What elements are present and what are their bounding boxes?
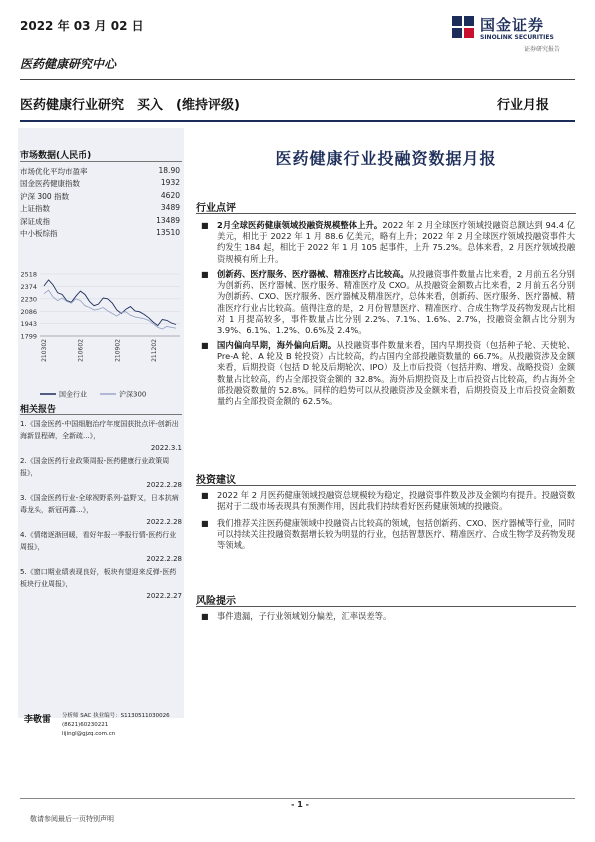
related-report-item[interactable] [20, 455, 182, 491]
industry-rating: 医药健康行业研究 买入 (维持评级) [20, 98, 240, 113]
chart-legend-graphic [40, 388, 180, 400]
market-data-label: 市场优化平均市盈率 [20, 167, 88, 176]
section-title-risk: 风险提示 [196, 596, 236, 607]
market-data-row [20, 166, 182, 178]
chart-y-tick-label: 1943 [20, 320, 37, 329]
market-data-label: 上证指数 [20, 204, 50, 214]
related-report-item[interactable] [20, 492, 182, 528]
brand-subtitle: 证券研究报告 [524, 46, 561, 53]
bullet-body: 2022 年 2 月全球医疗领域投融资总额达到 94.4 亿美元，相比于 2022 年 1 月 88.6 亿美元，略有上升；2022 年 2 月全球医疗领域投融资事件大约发生 184 起，相比于 2022 年 1 月 105 起事件，上升 75.2%。总体来看，2 月医疗领域投融资规模有所上升。 [217, 220, 576, 264]
bullet-text [217, 490, 575, 512]
brand-name-cn: 国金证券 [480, 16, 545, 34]
author-name: 李敬雷 [24, 715, 52, 725]
bullet-item [201, 611, 575, 622]
sinolink-logo-icon [452, 16, 476, 38]
chart-legend [40, 388, 180, 400]
bullet-item [201, 490, 575, 512]
header-divider-thick [20, 120, 575, 122]
related-report-item[interactable] [20, 418, 182, 454]
related-reports-title: 相关报告 [20, 405, 57, 415]
related-report-item[interactable] [20, 566, 182, 602]
author-sac: 分析师 SAC 执业编号：S1130511030026 [62, 713, 170, 719]
chart-x-tick-label: 211202 [151, 339, 158, 362]
market-data-value: 1932 [160, 178, 180, 188]
related-report-date: 2022.2.28 [146, 518, 182, 526]
author-info [62, 712, 170, 739]
author-email[interactable]: lijingl@gjzq.com.cn [62, 731, 116, 737]
chart-y-tick-label: 2518 [20, 270, 37, 279]
page-number: - 1 - [291, 800, 309, 809]
chart-x-tick-label: 210602 [77, 339, 85, 362]
bullet-body: 从投融资事件数量占比来看，2 月前五名分别为创新药、医疗器械、医疗服务、精准医疗及 CXO。从投融资金额数占比来看，2 月前五名分别为创新药、CXO、医疗服务、医疗器械及精准医疗，总体来看，创新药、医疗服务、医疗器械、精准医疗行业占比较高。值得注意的是，2 月份智慧医疗、精准医疗、合成生物学及药物发现占比相对 1 月提高较多，事件数量占比分别 2.2%、7.1%、1.6%、2.7%，投融资金额占比分别为 3.9%、6.1%、1.2%、0.6%及 2.4%。 [217, 269, 575, 336]
bullet-lead: 2月全球医药健康领域投融资规模整体上升。 [217, 220, 383, 230]
legend-label: 国金行业 [59, 390, 87, 399]
market-data-row [20, 228, 182, 240]
bullet-square-icon: ■ [201, 221, 209, 230]
related-report-item[interactable] [20, 529, 182, 565]
chart-x-tick-label: 210302 [41, 339, 48, 362]
related-reports-divider [20, 414, 182, 415]
chart-y-tick-label: 1799 [20, 332, 37, 341]
market-data-value: 13489 [156, 215, 180, 225]
market-data-label: 中小板综指 [20, 229, 58, 238]
bullet-text [217, 220, 575, 265]
chart-x-tick-label: 210902 [114, 339, 122, 362]
report-type: 行业月报 [497, 98, 550, 113]
section-divider [196, 213, 576, 214]
bullet-body: 我们推荐关注医药健康领域中投融资占比较高的领域，包括创新药、CXO、医疗器械等行业，同时可以持续关注投融资数据增长较为明显的行业，包括智慧医疗、精准医疗、合成生物学及药物发现等领域。 [217, 518, 575, 551]
bullet-body: 2022 年 2 月医药健康领域投融资总规模较为稳定，投融资事件数及涉及金额均有提升。投融资数据对于二级市场表现具有预测作用，因此我们持续看好医药健康领域的投融资。 [217, 490, 575, 512]
chart-y-tick-label: 2230 [20, 295, 37, 304]
related-report-text: 5.《窗口期业绩表现良好，板块有望迎来反弹-医药板块行业周报》， [20, 568, 177, 588]
market-data-value: 18.90 [158, 166, 180, 175]
bullet-text [217, 518, 575, 552]
bullet-text [217, 340, 575, 407]
report-date: 2022 年 03 月 02 日 [20, 19, 144, 33]
chart-series-line-1 [44, 280, 176, 326]
legend-label: 沪深300 [119, 390, 147, 399]
bullet-square-icon: ■ [201, 341, 209, 350]
bullet-item [201, 340, 575, 407]
bullet-square-icon: ■ [201, 519, 209, 528]
index-line-chart [16, 266, 184, 376]
market-data-row [20, 178, 182, 190]
bullet-lead: 国内偏向早期，海外偏向后期。 [217, 340, 337, 350]
bullet-lead: 创新药、医疗服务、医疗器械、精准医疗占比较高。 [217, 269, 409, 279]
brand-name-en: SINOLINK SECURITIES [480, 34, 554, 41]
author-phone: (8621)60230221 [62, 722, 109, 728]
bullet-square-icon: ■ [201, 270, 209, 279]
chart-y-tick-label: 2086 [20, 307, 37, 316]
footer-divider [20, 798, 575, 799]
related-report-date: 2022.2.27 [146, 592, 182, 600]
research-center: 医药健康研究中心 [20, 57, 117, 71]
bullet-item [201, 269, 575, 336]
footer-disclaimer: 敬请参阅最后一页特别声明 [30, 815, 114, 823]
market-data-label: 国金医药健康指数 [20, 179, 80, 189]
market-data-value: 4620 [160, 190, 180, 200]
bullet-square-icon: ■ [201, 612, 209, 621]
market-data-label: 沪深 300 指数 [20, 191, 70, 201]
related-report-text: 3.《国金医药行业-全球视野系列-益野又，日本抗病毒龙头，新冠再露...》， [20, 494, 179, 514]
bullet-body: 从投融资事件数量来看，国内早期投资（包括种子轮、天使轮、Pre-A 轮、A 轮及 B 轮投资）占比较高，约占国内全部投融资数量的 66.7%。从投融资涉及金额来看，后期投资（包括 D 轮及后期轮次、IPO）及上市后投资（包括并购、增发、战略投资）金额数量占比较高，约占全部投资金额的 32.8%。海外后期投资及上市后投资占比较高，约占海外全部投融资数量的 52.8%。同样的趋势可以从投融资涉及金额来看，后期投资及上市后投资金额数量约占全部投资金额的 62.5%。 [217, 340, 575, 407]
related-report-text: 4.《情绪逐渐回暖，看好年报一季报行情-医药行业周报》， [20, 531, 177, 551]
header-divider [20, 79, 575, 80]
section-title-comment: 行业点评 [196, 203, 236, 214]
chart-y-tick-label: 2374 [20, 282, 37, 291]
bullet-body: 事件遗漏，子行业领域划分偏差，汇率误差等。 [217, 611, 392, 621]
section-divider [196, 485, 576, 486]
market-data-row [20, 203, 182, 215]
bullet-text [217, 269, 575, 336]
market-data-row [20, 191, 182, 203]
market-data-value: 13510 [156, 228, 180, 237]
related-report-text: 1.《国金医药-中国细胞治疗年度国获批点评-创新出海新显程碑，全新疏...》， [20, 420, 179, 440]
bullet-item [201, 220, 575, 265]
market-data-row [20, 216, 182, 228]
market-data-title: 市场数据(人民币) [20, 151, 92, 161]
bullet-square-icon: ■ [201, 491, 209, 500]
market-data-divider [20, 161, 182, 162]
bullet-text [217, 611, 575, 622]
related-report-text: 2.《国金医药行业政策周报-医药健康行业政策周报》， [20, 457, 170, 477]
section-divider [196, 606, 576, 607]
document-title: 医药健康行业投融资数据月报 [275, 149, 497, 168]
section-title-advice: 投资建议 [196, 475, 236, 486]
market-data-value: 3489 [160, 203, 180, 213]
related-reports-list [20, 418, 182, 603]
related-report-date: 2022.3.1 [150, 444, 182, 452]
related-report-date: 2022.2.28 [146, 555, 182, 563]
bullet-item [201, 518, 575, 552]
market-data-label: 深证成指 [20, 216, 50, 226]
related-report-date: 2022.2.28 [146, 481, 182, 489]
